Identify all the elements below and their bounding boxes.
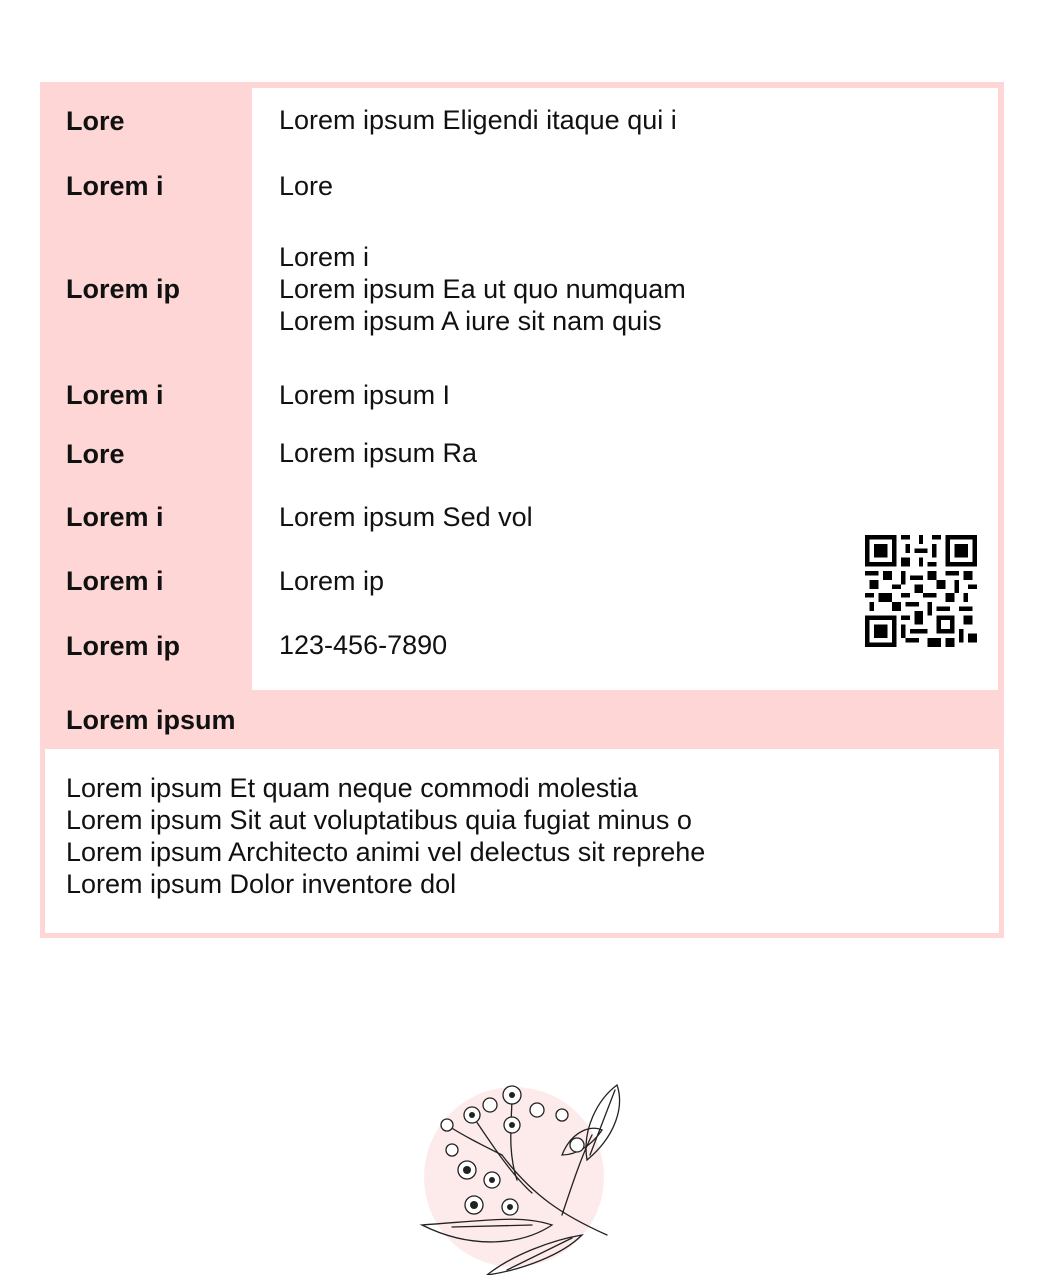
- flower-illustration-icon: [412, 1075, 632, 1275]
- detail-value-line: Lore: [279, 171, 334, 201]
- notes-text: [66, 772, 705, 900]
- detail-value-line: Lorem ipsum A iure sit nam quis: [279, 306, 662, 336]
- detail-value-line: Lorem ipsum Sed vol: [279, 502, 533, 532]
- detail-value-line: Lorem ip: [279, 566, 385, 596]
- notes-line: Lorem ipsum Et quam neque commodi molestia: [66, 773, 638, 803]
- detail-value: [279, 170, 333, 202]
- detail-value-line: Lorem ipsum Ea ut quo numquam: [279, 274, 686, 304]
- detail-label: Lorem ip: [66, 631, 181, 661]
- detail-label: Lorem ip: [66, 274, 181, 304]
- detail-value: [279, 379, 450, 411]
- detail-label: Lorem i: [66, 380, 164, 410]
- detail-value-line: Lorem ipsum Eligendi itaque qui i: [279, 105, 677, 135]
- detail-value-line: 123-456-7890: [279, 630, 448, 660]
- notes-line: Lorem ipsum Dolor inventore dol: [66, 869, 457, 899]
- detail-label: Lore: [66, 439, 125, 469]
- detail-label: Lorem i: [66, 566, 164, 596]
- detail-label: Lorem i: [66, 171, 164, 201]
- section-title: Lorem ipsum: [66, 705, 236, 735]
- detail-value-line: Lorem i: [279, 242, 370, 272]
- detail-value: [279, 241, 686, 337]
- notes-line: Lorem ipsum Sit aut voluptatibus quia fugiat minus o: [66, 805, 692, 835]
- detail-value-line: Lorem ipsum I: [279, 380, 451, 410]
- qr-code-icon: [865, 535, 977, 647]
- notes-line: Lorem ipsum Architecto animi vel delectus sit reprehe: [66, 837, 706, 867]
- phone-number: [279, 629, 447, 661]
- detail-card: [40, 82, 1004, 938]
- detail-value: [279, 501, 533, 533]
- detail-value: [279, 437, 477, 469]
- detail-label: Lore: [66, 106, 125, 136]
- detail-label: Lorem i: [66, 502, 164, 532]
- detail-value: [279, 565, 384, 597]
- detail-value-line: Lorem ipsum Ra: [279, 438, 478, 468]
- detail-value: [279, 104, 677, 136]
